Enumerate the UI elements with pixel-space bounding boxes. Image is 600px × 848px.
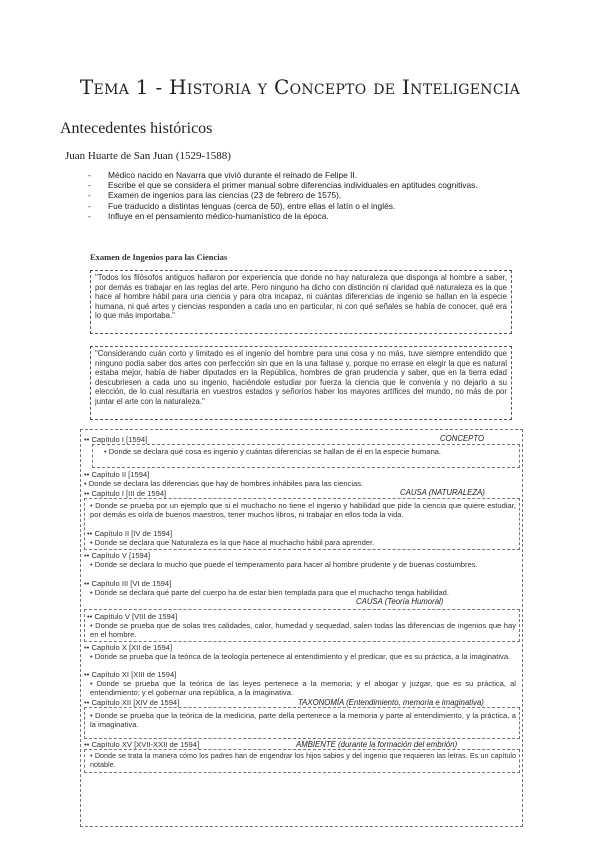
bullet-list — [88, 170, 533, 221]
page-title: Tema 1 - Historia y Concepto de Inteligencia — [79, 75, 521, 99]
chapter-tag: AMBIENTE (durante la formación del embrión) — [296, 740, 458, 749]
bullet-item: - Fue traducido a distintas lenguas (cerca de 50), entre ellas el latín o el inglés. — [88, 201, 533, 211]
chapter-tag: CAUSA (NATURALEZA) — [400, 488, 485, 497]
chapter-label: •• Capítulo X [XII de 1594] — [84, 643, 173, 652]
chapter-label: •• Capítulo I [1594] — [84, 435, 148, 444]
bullet-item: - Médico nacido en Navarra que vivió durante el reinado de Felipe II. — [88, 170, 533, 180]
chapter-label: •• Capítulo II [IV de 1594] — [87, 529, 173, 538]
chapter-tag: CAUSA (Teoría Humoral) — [356, 597, 444, 606]
chapter-text: • Donde se prueba por un ejemplo que si el muchacho no tiene el ingenio y habilidad que pide la ciencia que quiere estudiar, por demás es oírla de buenos maestros, tener muchos libros, ni trabajar en ellos toda la vida. — [90, 501, 516, 519]
chapter-text: • Donde se prueba que de solas tres calidades, calor, humedad y sequedad, salen todas las diferencias de ingenios que hay en el hombre. — [90, 621, 516, 639]
chapter-label: •• Capítulo XI [XIII de 1594] — [84, 670, 177, 679]
quote-text: "Considerando cuán corto y limitado es el ingenio del hombre para una cosa y no más, tuve siempre entendido que ninguno podía saber dos artes con perfección sin que en la una faltase y, porque no errase en elegir la que es natural estaba mejor, había de haber diputados en la República, hombres de gran prudencia y saber, que en la tierra edad descubriesen a cada uno su ingenio, haciéndole estudiar por fuerza la ciencia que le convenía y no dejarlo a su elección, de lo cual resultaría en vuestros estados y señoríos haber los mayores artífices del mundo, no más de por juntar el arte con la naturaleza." — [95, 349, 507, 406]
subsection-heading: Juan Huarte de San Juan (1529-1588) — [65, 150, 231, 162]
chapter-label: •• Capítulo III [VI de 1594] — [84, 579, 172, 588]
chapter-label: •• Capítulo II [1594] — [84, 470, 150, 479]
chapter-text: • Donde se prueba que la teórica de la teología pertenece al entendimiento y el predicar, que es su práctica, a la imaginativa. — [90, 652, 511, 661]
chapter-tag: TAXONOMÍA (Entendimiento, memoria e imaginativa) — [298, 698, 484, 707]
chapter-label: •• Capítulo V [VIII de 1594] — [87, 612, 178, 621]
quote-text: "Todos los filósofos antiguos hallaron por experiencia que donde no hay naturaleza que disponga al hombre a saber, por demás es trabajar en las reglas del arte. Pero ninguno ha dicho con distinción ni claridad qué naturaleza es la que hace al hombre hábil para una ciencia y para otra incapaz, ni cuántas diferencias de ingenio se hallan en la especie humana, ni qué artes y ciencias responden a cada uno en particular, ni con qué señales se había de conocer, qué era lo que más importaba." — [95, 273, 507, 321]
quote-box-2 — [90, 346, 512, 420]
chapter-text: • Donde se declara qué parte del cuerpo ha de estar bien templada para que el muchacho tenga habilidad. — [90, 588, 449, 597]
chapter-text: • Donde se trata la manera cómo los padres han de engendrar los hijos sabios y del ingenio que requieren las letras. Es un capítulo notable. — [90, 751, 516, 769]
chapter-text: • Donde se prueba que la teórica de la medicina, parte della pertenece a la memoria y parte al entendimiento, y la práctica, a la imaginativa. — [90, 711, 516, 729]
chapter-tag: CONCEPTO — [440, 434, 485, 443]
chapter-text: • Donde se prueba que la teórica de las leyes pertenece a la memoria; y el abogar y juzgar, que es su práctica, al entendimiento; y el gobernar una república, a la imaginativa. — [90, 679, 516, 697]
chapter-text: • Donde se declara que Naturaleza es la que hace al muchacho hábil para aprender. — [90, 538, 375, 547]
quote-box-1 — [90, 270, 512, 334]
chapter-text: • Donde se declara lo mucho que puede el temperamento para hacer al hombre prudente y de buenas costumbres. — [90, 560, 478, 569]
bullet-item: - Examen de ingenios para las ciencias (23 de febrero de 1575). — [88, 190, 533, 200]
chapter-text: • Donde se declara qué cosa es ingenio y cuántas diferencias se hallan de él en la especie humana. — [104, 447, 442, 456]
section-heading: Antecedentes históricos — [60, 120, 213, 137]
chapter-text: • Donde se declara las diferencias que hay de hombres inhábiles para las ciencias. — [84, 479, 364, 488]
chapter-label: •• Capítulo I [III de 1594] — [84, 489, 167, 498]
chapter-label: •• Capítulo XV [XVII-XXII de 1594] — [84, 740, 200, 749]
exam-heading: Examen de Ingenios para las Ciencias — [90, 252, 228, 262]
bullet-item: - Escribe el que se considera el primer manual sobre diferencias individuales en aptitudes cognitivas. — [88, 180, 533, 190]
bullet-item: - Influye en el pensamiento médico-humanístico de la época. — [88, 211, 533, 221]
chapter-label: •• Capítulo XII [XIV de 1594] — [84, 698, 180, 707]
chapter-label: •• Capítulo V [1594] — [84, 551, 151, 560]
